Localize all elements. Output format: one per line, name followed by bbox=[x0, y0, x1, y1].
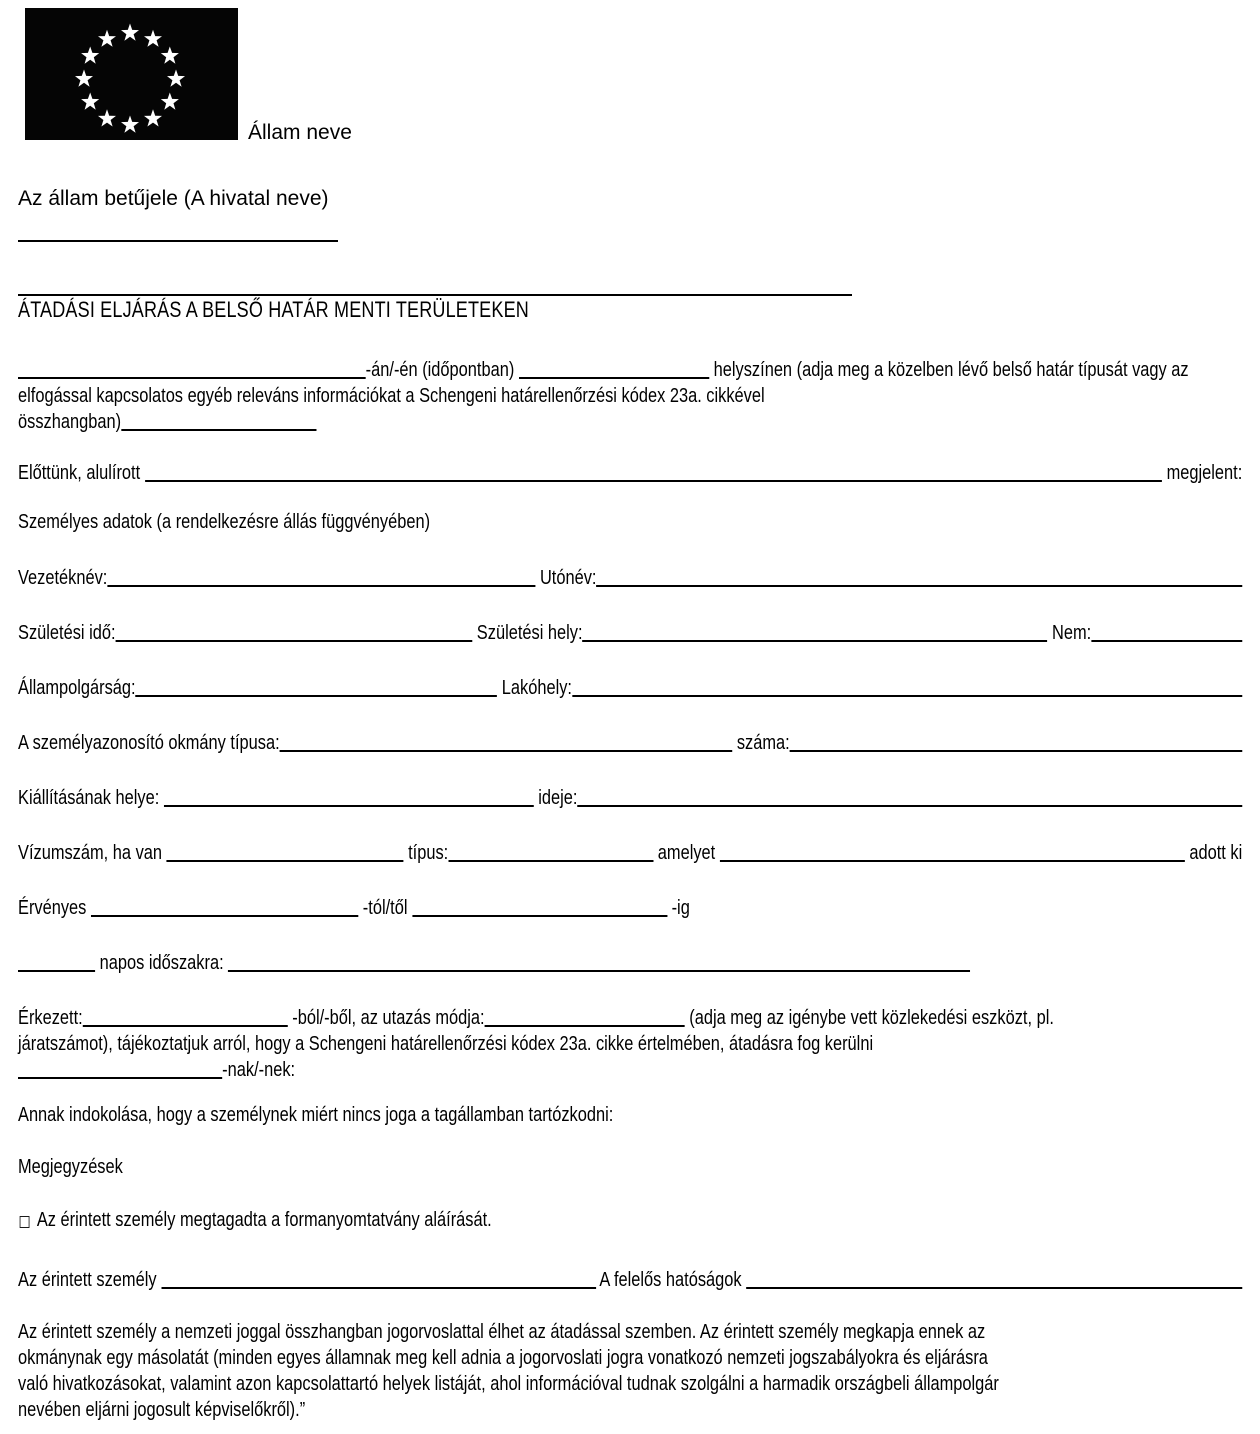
text-segment: ideje: bbox=[533, 787, 578, 809]
blank-field[interactable] bbox=[167, 856, 404, 862]
blank-field[interactable] bbox=[720, 856, 1185, 862]
blank-field[interactable] bbox=[583, 636, 1048, 642]
text-segment: (adja meg az igénybe vett közlekedési eszközt, pl. bbox=[684, 1007, 1054, 1029]
blank-field[interactable] bbox=[18, 1073, 222, 1079]
blank-field[interactable] bbox=[18, 236, 338, 242]
remarks-heading bbox=[18, 1154, 1242, 1180]
blank-field[interactable] bbox=[412, 911, 667, 917]
legal-note-text-1: Az érintett személy a nemzeti joggal összhangban jogorvoslattal élhet az átadással szemben. Az érintett személy megkapja ennek az bbox=[18, 1321, 986, 1343]
text-segment: -án/-én (időpontban) bbox=[365, 359, 519, 381]
refused-signature-line bbox=[18, 1207, 1242, 1233]
text-segment: Annak indokolása, hogy a személynek miért nincs joga a tagállamban tartózkodni: bbox=[18, 1104, 614, 1126]
text-segment: Kiállításának helye: bbox=[18, 787, 164, 809]
birth-date-place-sex-line bbox=[18, 620, 1242, 646]
office-name-blank-line bbox=[18, 236, 1242, 246]
title-overline bbox=[18, 294, 852, 296]
blank-field[interactable] bbox=[572, 691, 1242, 697]
text-segment: -tól/től bbox=[358, 897, 413, 919]
surname-firstname-line bbox=[18, 565, 1242, 591]
citizenship-residence-line bbox=[18, 675, 1242, 701]
form-title bbox=[18, 297, 1242, 323]
blank-field[interactable] bbox=[790, 746, 1243, 752]
legal-note-text-3: való hivatkozásokat, valamint azon kapcsolattartó helyek listáját, ahol információval tudnak szolgálni a harmadik országbeli állampolgár bbox=[18, 1373, 999, 1395]
legal-note-text-2: okmánynak egy másolatát (minden egyes államnak meg kell adnia a jogorvoslati jogra vonatkozó nemzeti jogszabályokra és eljárásra bbox=[18, 1347, 988, 1369]
text-segment: adott ki bbox=[1184, 842, 1243, 864]
header-flag-row bbox=[25, 8, 1242, 144]
text-segment: száma: bbox=[732, 732, 790, 754]
legal-remedy-paragraph bbox=[18, 1319, 1242, 1423]
text-segment: helyszínen (adja meg a közelben lévő belső határ típusát vagy az bbox=[709, 359, 1189, 381]
eu-flag bbox=[25, 8, 238, 140]
arrival-line-3 bbox=[18, 1057, 1242, 1083]
blank-field[interactable] bbox=[18, 966, 95, 972]
text-segment: Születési idő: bbox=[18, 622, 116, 644]
blank-field[interactable] bbox=[228, 966, 970, 972]
text-segment: megjelent: bbox=[1162, 462, 1243, 484]
text-segment: járatszámot), tájékoztatjuk arról, hogy a Schengeni határellenőrzési kódex 23a. cikke értelmében, átadásra fog kerülni bbox=[18, 1033, 874, 1055]
text-segment: napos időszakra: bbox=[95, 952, 229, 974]
text-segment: Megjegyzések bbox=[18, 1156, 123, 1178]
text-segment: Vízumszám, ha van bbox=[18, 842, 167, 864]
legal-note-line-4 bbox=[18, 1397, 1242, 1423]
blank-field[interactable] bbox=[18, 373, 366, 379]
state-name-label: Állam neve bbox=[248, 121, 352, 144]
intro-line-2 bbox=[18, 383, 1242, 409]
text-segment: -nak/-nek: bbox=[222, 1059, 296, 1081]
blank-field[interactable] bbox=[577, 801, 1242, 807]
blank-field[interactable] bbox=[121, 425, 316, 431]
blank-field[interactable] bbox=[91, 911, 358, 917]
signature-refused-checkbox[interactable] bbox=[20, 1216, 30, 1228]
legal-note-text-4: nevében eljárni jogosult képviselőkről).” bbox=[18, 1399, 306, 1421]
visa-number-type-line bbox=[18, 840, 1242, 866]
arrival-line-1 bbox=[18, 1005, 1242, 1031]
blank-field[interactable] bbox=[164, 801, 534, 807]
blank-field[interactable] bbox=[519, 373, 709, 379]
state-code-label: Az állam betűjele (A hivatal neve) bbox=[18, 187, 329, 210]
text-segment: Vezetéknév: bbox=[18, 567, 108, 589]
legal-note-line-1 bbox=[18, 1319, 1242, 1345]
text-segment: elfogással kapcsolatos egyéb releváns információkat a Schengeni határellenőrzési kódex 23a. cikkével bbox=[18, 385, 765, 407]
text-segment: Lakóhely: bbox=[497, 677, 572, 699]
text-segment: Születési hely: bbox=[472, 622, 583, 644]
text-segment: összhangban) bbox=[18, 411, 122, 433]
text-segment: Személyes adatok (a rendelkezésre állás függvényében) bbox=[18, 511, 431, 533]
justification-line bbox=[18, 1102, 1242, 1128]
blank-field[interactable] bbox=[145, 476, 1162, 482]
arrival-line-2 bbox=[18, 1031, 1242, 1057]
intro-line-1 bbox=[18, 357, 1242, 383]
intro-line-3 bbox=[18, 409, 1242, 435]
validity-from-to-line bbox=[18, 895, 1242, 921]
signatures-line bbox=[18, 1267, 1242, 1293]
arrival-paragraph bbox=[18, 1005, 1242, 1083]
text-segment: amelyet bbox=[653, 842, 720, 864]
blank-field[interactable] bbox=[1091, 636, 1242, 642]
personal-data-heading bbox=[18, 509, 1242, 535]
id-document-type-number-line bbox=[18, 730, 1242, 756]
text-segment: típus: bbox=[403, 842, 449, 864]
legal-note-line-2 bbox=[18, 1345, 1242, 1371]
text-segment: Nem: bbox=[1047, 622, 1092, 644]
blank-field[interactable] bbox=[161, 1283, 596, 1289]
blank-field[interactable] bbox=[136, 691, 498, 697]
text-segment: Utónév: bbox=[535, 567, 597, 589]
blank-field[interactable] bbox=[116, 636, 473, 642]
state-code-line bbox=[18, 186, 1242, 212]
text-segment: Állampolgárság: bbox=[18, 677, 136, 699]
blank-field[interactable] bbox=[746, 1283, 1242, 1289]
issue-place-date-line bbox=[18, 785, 1242, 811]
period-of-days-line bbox=[18, 950, 1242, 976]
text-segment: Érvényes bbox=[18, 897, 91, 919]
refused-signature-text: Az érintett személy megtagadta a formanyomtatvány aláírását. bbox=[36, 1209, 492, 1231]
text-segment: -ból/-ből, az utazás módja: bbox=[287, 1007, 485, 1029]
appeared-line bbox=[18, 460, 1242, 486]
text-segment: A felelős hatóságok bbox=[595, 1269, 747, 1291]
blank-field[interactable] bbox=[83, 1021, 288, 1027]
form-title-text: ÁTADÁSI ELJÁRÁS A BELSŐ HATÁR MENTI TERÜLETEKEN bbox=[18, 297, 529, 322]
text-segment: A személyazonosító okmány típusa: bbox=[18, 732, 280, 754]
intro-paragraph bbox=[18, 357, 1242, 435]
legal-note-line-3 bbox=[18, 1371, 1242, 1397]
text-segment: Az érintett személy bbox=[18, 1269, 162, 1291]
text-segment: Érkezett: bbox=[18, 1007, 83, 1029]
blank-field[interactable] bbox=[448, 856, 653, 862]
blank-field[interactable] bbox=[485, 1021, 685, 1027]
blank-field[interactable] bbox=[280, 746, 733, 752]
text-segment: Előttünk, alulírott bbox=[18, 462, 145, 484]
text-segment: -ig bbox=[667, 897, 690, 919]
blank-field[interactable] bbox=[107, 581, 535, 587]
blank-field[interactable] bbox=[596, 581, 1242, 587]
